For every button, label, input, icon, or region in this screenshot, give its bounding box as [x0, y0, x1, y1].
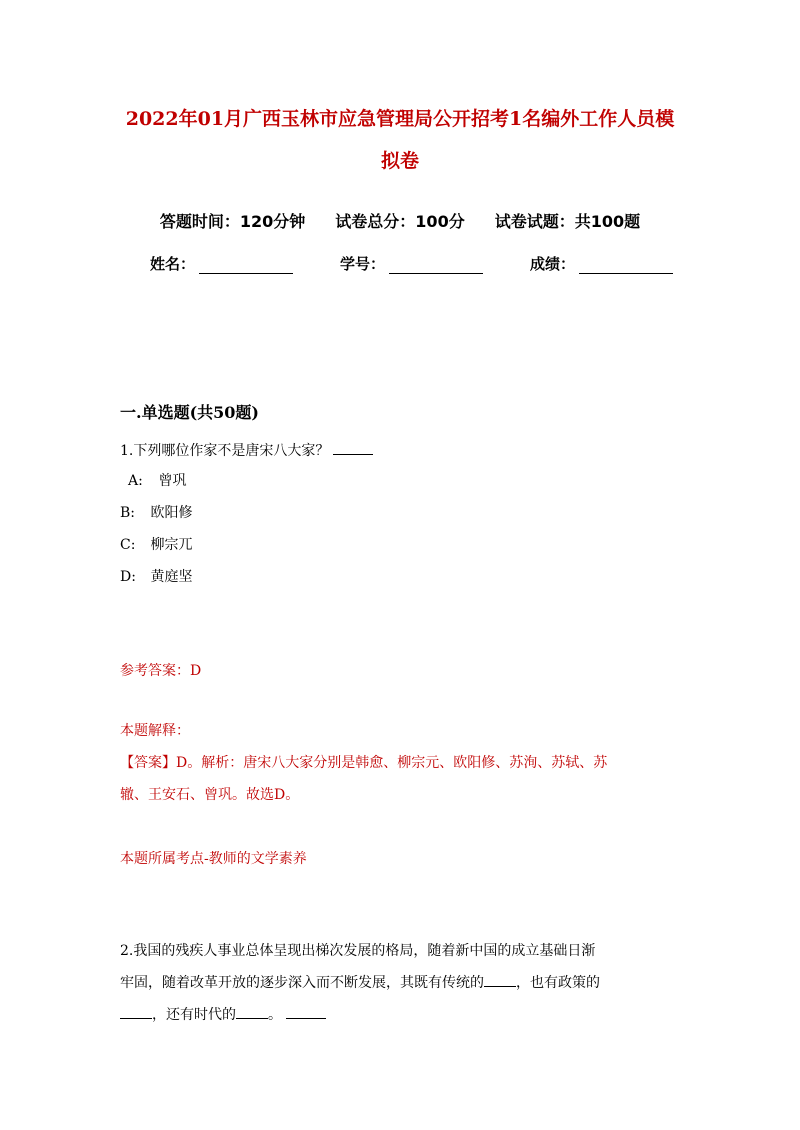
option-c-text: 柳宗兀 — [150, 537, 193, 553]
exam-count-value: 共100题 — [574, 212, 641, 231]
exam-count-label: 试卷试题： — [494, 212, 575, 231]
question-1-option-c[interactable] — [120, 534, 192, 554]
option-c-label: C: — [120, 537, 136, 553]
reference-answer: 参考答案：D — [120, 663, 202, 679]
exam-total-value: 100分 — [415, 212, 465, 231]
option-b-text: 欧阳修 — [150, 505, 193, 521]
student-id-label: 学号： — [340, 255, 386, 273]
student-id-field — [340, 253, 483, 274]
exam-time — [160, 209, 305, 232]
score-field — [530, 253, 673, 274]
explanation-heading: 本题解释： — [120, 723, 190, 739]
option-b-label: B: — [120, 505, 136, 521]
exam-time-value: 120分钟 — [239, 212, 306, 231]
option-a-text: 曾巩 — [158, 473, 187, 489]
question-2-line-2-text-a: 牢固，随着改革开放的逐步深入而不断发展，其既有传统的 — [120, 975, 484, 991]
question-2-line-1: 2.我国的残疾人事业总体呈现出梯次发展的格局，随着新中国的成立基础日渐 — [120, 943, 596, 959]
score-label: 成绩： — [530, 255, 576, 273]
name-field — [150, 253, 293, 274]
question-1-option-d[interactable] — [120, 566, 192, 586]
question-2-answer-blank — [286, 1005, 326, 1019]
student-id-blank[interactable] — [389, 259, 483, 274]
name-blank[interactable] — [199, 259, 293, 274]
question-1-option-a[interactable] — [128, 470, 186, 490]
exam-total-label: 试卷总分： — [335, 212, 416, 231]
option-d-label: D: — [120, 569, 136, 585]
question-2-line-2-text-b: ，也有政策的 — [516, 975, 600, 991]
section-heading: 一.单选题(共50题) — [120, 403, 259, 422]
question-1-stem — [120, 440, 373, 460]
question-1-option-b[interactable] — [120, 502, 192, 522]
exam-meta-row — [0, 209, 800, 232]
question-2-line-3 — [120, 1004, 326, 1024]
question-1-text: 1.下列哪位作家不是唐宋八大家？ — [120, 443, 330, 459]
explanation-line-2: 辙、王安石、曾巩。故选D。 — [120, 787, 300, 803]
question-topic: 本题所属考点-教师的文学素养 — [120, 851, 307, 867]
exam-time-label: 答题时间： — [159, 212, 240, 231]
question-2-line-3-text-a: ，还有时代的 — [152, 1007, 236, 1023]
option-a-label: A: — [128, 473, 143, 489]
option-d-text: 黄庭坚 — [150, 569, 193, 585]
question-2-blank-1 — [484, 973, 516, 987]
score-blank[interactable] — [579, 259, 673, 274]
question-2-blank-3 — [236, 1005, 268, 1019]
exam-title-line-2: 拟卷 — [380, 150, 419, 172]
question-1-blank — [333, 441, 373, 455]
question-2-line-2 — [120, 972, 600, 992]
name-label: 姓名： — [150, 255, 196, 273]
exam-total-score — [335, 209, 464, 232]
exam-question-count — [495, 209, 640, 232]
question-2-line-3-text-b: 。 — [268, 1007, 282, 1023]
exam-title-line-1: 2022年01月广西玉林市应急管理局公开招考1名编外工作人员模 — [125, 108, 675, 130]
question-2-blank-2 — [120, 1005, 152, 1019]
explanation-line-1: 【答案】D。解析：唐宋八大家分别是韩愈、柳宗元、欧阳修、苏洵、苏轼、苏 — [120, 755, 608, 771]
